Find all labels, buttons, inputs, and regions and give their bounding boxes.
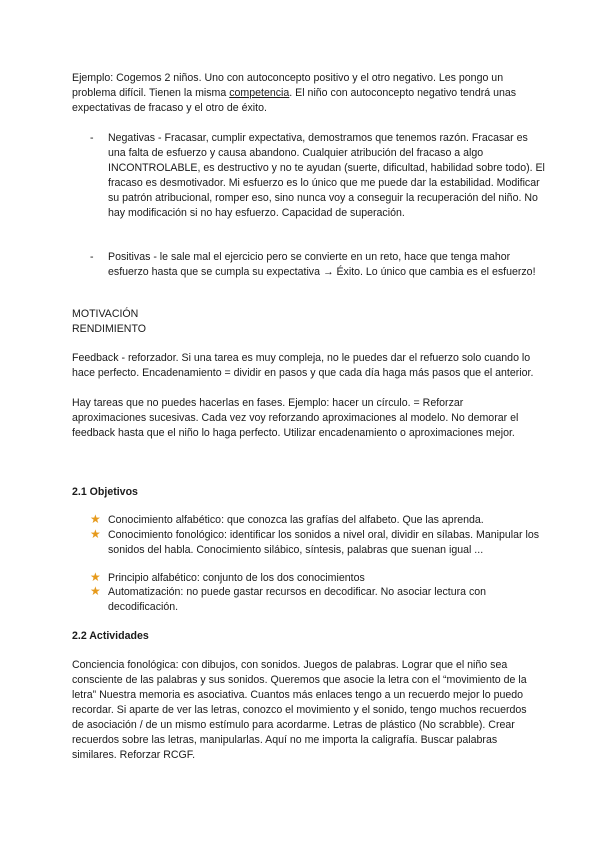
list-item-text: Negativas - Fracasar, cumplir expectativa, demostramos que tenemos razón. Fracasar es una falta de esfuerzo y causa abandono. Cualquier atribución del fracaso a algo INCONTROLABLE, es destructivo y no te ayudan (suerte, dificultad, habilidad sobre todo). El fracaso es desmotivador. Mi esfuerzo es lo único que me puede dar la estabilidad. Modificar su patrón atribucional, romper eso, sino nunca voy a conseguir la recuperación del niño. No hay modificación si no hay esfuerzo. Capacidad de superación. [108, 132, 545, 219]
intro-paragraph [72, 71, 534, 116]
objetivo-item [90, 512, 548, 528]
dash-bullet: - [90, 132, 94, 144]
objetivo-item [90, 584, 548, 615]
dash-bullet: - [90, 251, 94, 263]
objetivo-text: Automatización: no puede gastar recursos en decodificar. No asociar lectura con decodificación. [108, 586, 487, 613]
star-bullet-icon: ★ [90, 527, 101, 541]
star-bullet-icon: ★ [90, 512, 101, 526]
star-bullet-icon: ★ [90, 570, 101, 584]
list-item-positivas [90, 250, 548, 280]
intro-text-start: Ejemplo: Cogemos 2 niños. Uno con autoconcepto positivo y el otro negativo. Les pongo un problema difícil. Tienen la misma [72, 72, 504, 99]
label-rendimiento: RENDIMIENTO [72, 323, 146, 335]
actividades-paragraph: Conciencia fonológica: con dibujos, con sonidos. Juegos de palabras. Lograr que el niño sea consciente de las palabras y sus sonidos. Queremos que asocie la letra con el “movimiento de la letra” Nuestra memoria es asociativa. Cuantos más enlaces tengo a un recuerdo mejor lo puedo recordar. Si aparte de ver las letras, conozco el movimiento y el sonido, tengo muchos recuerdos de asociación / de un mismo estímulo para acordarme. Letras de plástico (No scrabble). Crear recuerdos sobre las letras, manipularlas. Aquí no me importa la caligrafía. Buscar palabras similares. Reforzar RCGF. [72, 659, 527, 761]
intro-underlined-word: competencia [229, 87, 290, 99]
tareas-paragraph: Hay tareas que no puedes hacerlas en fases. Ejemplo: hacer un círculo. = Reforzar aproximaciones sucesivas. Cada vez voy reforzando aproximaciones al modelo. No demorar el feedback hasta que el niño lo haga perfecto. Utilizar encadenamiento o aproximaciones mejor. [72, 397, 519, 439]
list-item-negativas [90, 131, 548, 221]
intro-text-end: . El niño con autoconcepto negativo tendrá unas expectativas de fracaso y el otro de éxito. [72, 87, 517, 114]
list-item-text: Positivas - le sale mal el ejercicio pero se convierte en un reto, hace que tenga mahor esfuerzo hasta que se cumpla su expectativa → Éxito. Lo único que cambia es el esfuerzo! [108, 251, 536, 278]
objetivos-heading: 2.1 Objetivos [72, 486, 138, 498]
objetivo-text: Conocimiento fonológico: identificar los sonidos a nivel oral, dividir en sílabas. Manipular los sonidos del habla. Conocimiento silábico, síntesis, palabras que suenan igual ... [108, 529, 540, 556]
objetivo-item [90, 570, 548, 586]
objetivo-text: Principio alfabético: conjunto de los dos conocimientos [108, 572, 365, 584]
objetivo-text: Conocimiento alfabético: que conozca las grafías del alfabeto. Que las aprenda. [108, 514, 484, 526]
objetivo-item [90, 527, 548, 558]
star-bullet-icon: ★ [90, 584, 101, 598]
feedback-paragraph: Feedback - reforzador. Si una tarea es muy compleja, no le puedes dar el refuerzo solo cuando lo hace perfecto. Encadenamiento = dividir en pasos y que cada día haga más pasos que el anterior. [72, 352, 534, 379]
actividades-heading: 2.2 Actividades [72, 630, 149, 642]
label-motivacion: MOTIVACIÓN [72, 308, 139, 320]
